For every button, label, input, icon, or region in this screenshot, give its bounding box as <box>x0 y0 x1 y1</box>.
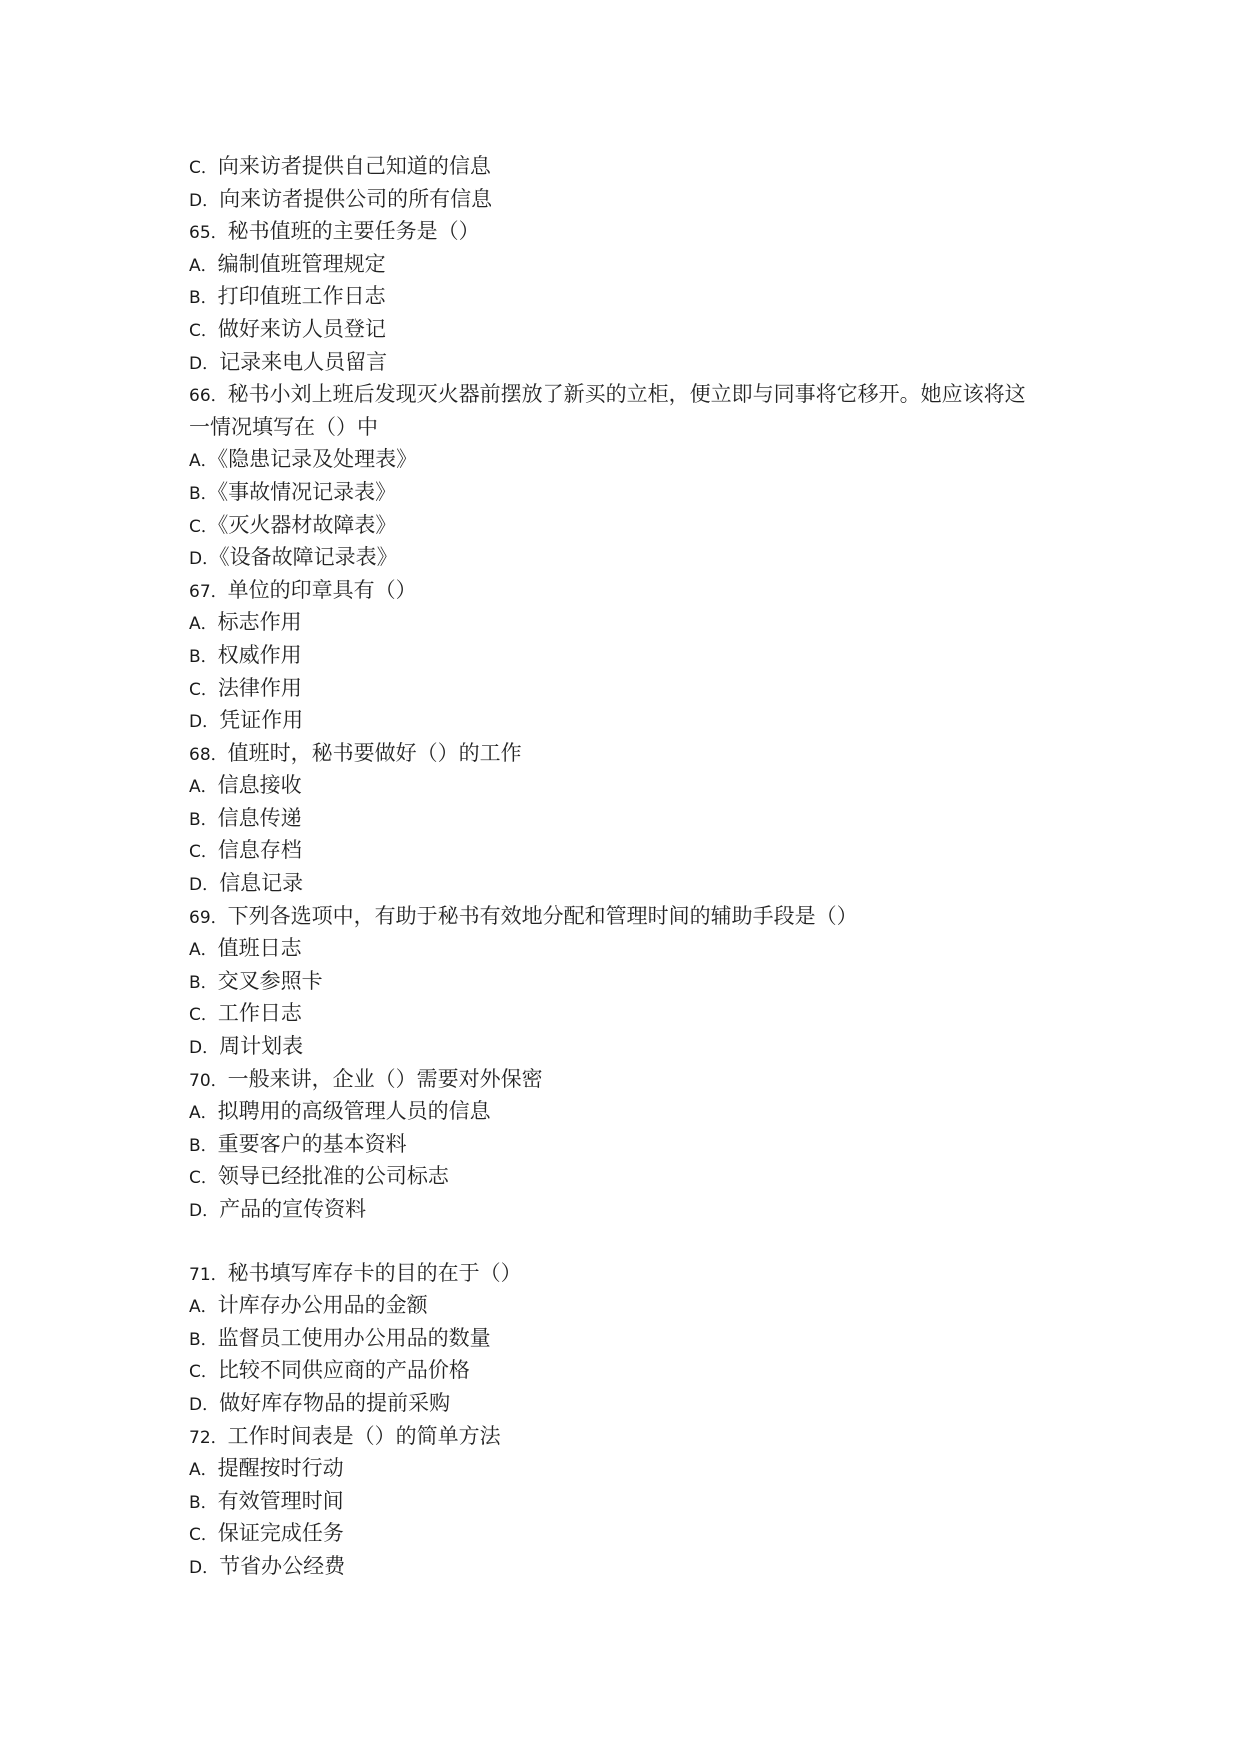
option-letter: C． <box>189 679 218 700</box>
option-text: 监督员工使用办公用品的数量 <box>217 1325 491 1350</box>
option-letter: A． <box>189 1103 218 1124</box>
question-number: 66． <box>189 386 228 407</box>
option-text: 记录来电人员留言 <box>219 349 388 374</box>
question-line <box>189 737 1089 770</box>
option-text: 打印值班工作日志 <box>217 284 386 309</box>
option-letter: A． <box>189 777 218 798</box>
option-text: 《灭火器材故障表》 <box>217 512 397 537</box>
option-line <box>189 997 1089 1030</box>
option-line <box>189 1128 1089 1161</box>
option-line <box>189 802 1089 835</box>
option-text: 工作日志 <box>217 1001 302 1026</box>
option-letter: A． <box>189 940 218 961</box>
question-line <box>189 1063 1089 1096</box>
option-text: 有效管理时间 <box>217 1488 344 1513</box>
option-line <box>189 834 1089 867</box>
option-letter: B． <box>189 809 218 830</box>
option-text: 交叉参照卡 <box>217 968 323 993</box>
option-line <box>189 248 1089 281</box>
option-line <box>189 932 1089 965</box>
option-text: 《设备故障记录表》 <box>219 545 398 570</box>
option-text: 信息接收 <box>217 773 302 798</box>
option-letter: B． <box>189 288 218 309</box>
option-text: 凭证作用 <box>219 708 304 733</box>
option-line <box>189 1095 1089 1128</box>
option-line <box>189 1322 1089 1355</box>
option-text: 节省办公经费 <box>219 1553 346 1578</box>
option-letter: D． <box>189 712 220 733</box>
option-line <box>189 606 1089 639</box>
option-text: 信息存档 <box>217 838 302 863</box>
option-letter: A． <box>189 451 218 472</box>
option-line <box>189 509 1089 542</box>
option-letter: C． <box>189 1005 218 1026</box>
option-text: 法律作用 <box>217 675 302 700</box>
option-letter: C． <box>189 158 218 178</box>
option-line <box>189 867 1089 900</box>
option-text: 信息记录 <box>219 871 304 896</box>
option-letter: A． <box>189 1460 218 1481</box>
option-line <box>189 639 1089 672</box>
question-line-continued <box>189 411 1089 444</box>
option-text: 值班日志 <box>217 936 302 961</box>
question-number: 71． <box>189 1264 228 1285</box>
option-text: 做好来访人员登记 <box>217 316 386 341</box>
option-line <box>189 541 1089 574</box>
question-text: 一情况填写在（）中 <box>189 414 378 439</box>
option-line <box>189 1550 1089 1583</box>
question-number: 65． <box>189 223 228 244</box>
option-text: 做好库存物品的提前采购 <box>219 1390 451 1415</box>
question-number: 72． <box>189 1427 228 1448</box>
question-line <box>189 215 1089 248</box>
option-line <box>189 1289 1089 1322</box>
option-text: 《事故情况记录表》 <box>217 479 397 504</box>
option-letter: C． <box>189 1168 218 1189</box>
option-letter: C． <box>189 516 218 537</box>
option-letter: C． <box>189 1362 218 1383</box>
question-number: 69． <box>189 907 228 928</box>
option-text: 信息传递 <box>217 805 302 830</box>
option-letter: C． <box>189 320 218 341</box>
option-line <box>189 150 1089 183</box>
question-line <box>189 900 1089 933</box>
option-line <box>189 769 1089 802</box>
option-letter: A． <box>189 1297 218 1318</box>
question-line <box>189 1420 1089 1453</box>
option-text: 重要客户的基本资料 <box>217 1131 407 1156</box>
question-text: 秘书值班的主要任务是（） <box>227 219 480 244</box>
option-letter: B． <box>189 972 218 993</box>
option-line <box>189 280 1089 313</box>
option-line <box>189 965 1089 998</box>
option-letter: B． <box>189 483 218 504</box>
option-line <box>189 346 1089 379</box>
option-line <box>189 1387 1089 1420</box>
question-line <box>189 1257 1089 1290</box>
option-text: 领导已经批准的公司标志 <box>217 1164 449 1189</box>
option-line <box>189 1193 1089 1226</box>
option-line <box>189 1452 1089 1485</box>
option-letter: B． <box>189 1135 218 1156</box>
question-text: 工作时间表是（）的简单方法 <box>227 1423 501 1448</box>
question-number: 68． <box>189 744 228 765</box>
question-line <box>189 574 1089 607</box>
option-letter: C． <box>189 1525 218 1546</box>
option-line <box>189 1160 1089 1193</box>
paragraph-gap <box>189 1226 1089 1257</box>
option-text: 比较不同供应商的产品价格 <box>217 1358 470 1383</box>
option-letter: B． <box>189 1329 218 1350</box>
option-line <box>189 704 1089 737</box>
option-letter: D． <box>189 1038 220 1059</box>
option-letter: C． <box>189 842 218 863</box>
option-line <box>189 1354 1089 1387</box>
question-number: 67． <box>189 581 228 602</box>
option-letter: D． <box>189 549 220 570</box>
question-text: 单位的印章具有（） <box>227 577 417 602</box>
option-text: 保证完成任务 <box>217 1521 344 1546</box>
option-line <box>189 443 1089 476</box>
option-text: 拟聘用的高级管理人员的信息 <box>217 1099 491 1124</box>
option-line <box>189 183 1089 216</box>
question-text: 秘书填写库存卡的目的在于（） <box>227 1260 522 1285</box>
question-text: 值班时，秘书要做好（）的工作 <box>227 740 522 765</box>
option-text: 向来访者提供公司的所有信息 <box>219 186 493 211</box>
option-line <box>189 1485 1089 1518</box>
question-text: 秘书小刘上班后发现灭火器前摆放了新买的立柜，便立即与同事将它移开。她应该将这 <box>227 382 1026 407</box>
option-letter: D． <box>189 875 220 896</box>
option-text: 标志作用 <box>217 610 302 635</box>
option-letter: A． <box>189 614 218 635</box>
option-letter: B． <box>189 1492 218 1513</box>
option-line <box>189 1030 1089 1063</box>
option-letter: B． <box>189 646 218 667</box>
option-text: 产品的宣传资料 <box>219 1197 367 1221</box>
question-text: 一般来讲，企业（）需要对外保密 <box>227 1066 543 1091</box>
option-text: 提醒按时行动 <box>217 1456 344 1481</box>
option-text: 权威作用 <box>217 642 302 667</box>
option-text: 《隐患记录及处理表》 <box>217 447 418 472</box>
option-letter: D． <box>189 1201 220 1221</box>
option-text: 周计划表 <box>219 1034 304 1059</box>
option-text: 计库存办公用品的金额 <box>217 1293 428 1318</box>
option-line <box>189 1517 1089 1550</box>
question-text: 下列各选项中，有助于秘书有效地分配和管理时间的辅助手段是（） <box>227 903 858 928</box>
option-letter: D． <box>189 1394 220 1415</box>
question-number: 70． <box>189 1070 228 1091</box>
option-letter: D． <box>189 1557 220 1578</box>
option-line <box>189 313 1089 346</box>
option-letter: D． <box>189 353 220 374</box>
option-letter: D． <box>189 190 220 211</box>
question-line <box>189 378 1089 411</box>
option-text: 向来访者提供自己知道的信息 <box>217 154 491 178</box>
option-letter: A． <box>189 255 218 276</box>
option-line <box>189 672 1089 705</box>
document-page <box>189 150 1089 1583</box>
option-line <box>189 476 1089 509</box>
option-text: 编制值班管理规定 <box>217 251 386 276</box>
